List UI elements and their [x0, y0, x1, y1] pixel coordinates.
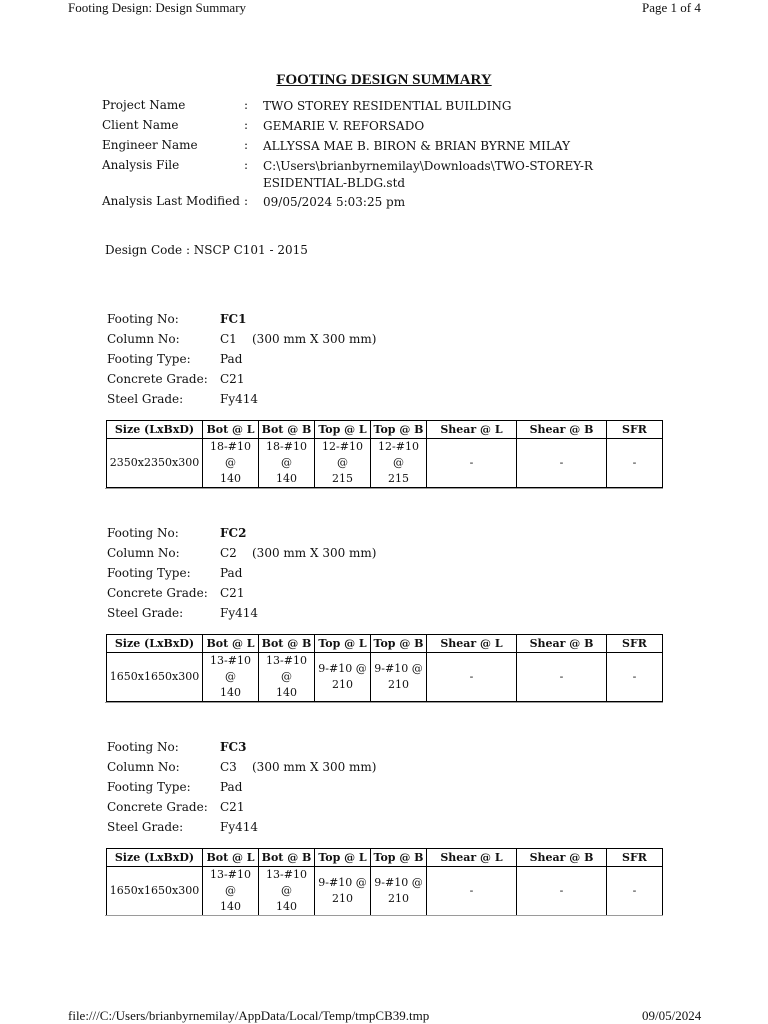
section-divider	[105, 702, 663, 703]
footing-table-fc1	[106, 420, 663, 488]
cell-top-b	[371, 439, 427, 488]
col-header-shear-b: Shear @ B	[517, 635, 607, 653]
footing-type-label: Footing Type:	[107, 352, 191, 366]
cell-shear-l: -	[427, 867, 517, 916]
design-code: Design Code : NSCP C101 - 2015	[105, 243, 308, 257]
info-label: Analysis Last Modified	[102, 194, 240, 208]
cell-line: 9-#10 @	[374, 662, 423, 675]
cell-line: 18-#10 @	[266, 440, 307, 469]
column-no-value: C1	[220, 332, 237, 346]
cell-sfr: -	[607, 653, 663, 702]
info-value: C:\Users\brianbyrnemilay\Downloads\TWO-STOREY-RESIDENTIAL-BLDG.std	[263, 159, 593, 190]
footing-no-value: FC3	[220, 740, 247, 754]
col-header-size: Size (LxBxD)	[107, 421, 203, 439]
steel-grade-label: Steel Grade:	[107, 606, 184, 620]
col-header-shear-l: Shear @ L	[427, 849, 517, 867]
col-header-bot-l: Bot @ L	[203, 635, 259, 653]
cell-shear-b: -	[517, 653, 607, 702]
cell-top-l	[315, 439, 371, 488]
col-header-bot-b: Bot @ B	[259, 421, 315, 439]
footing-no-label: Footing No:	[107, 526, 179, 540]
info-label: Client Name	[102, 118, 179, 132]
column-size-value: (300 mm X 300 mm)	[252, 760, 377, 774]
info-separator: :	[244, 98, 249, 112]
col-header-shear-b: Shear @ B	[517, 421, 607, 439]
cell-line: 12-#10 @	[322, 440, 363, 469]
concrete-grade-label: Concrete Grade:	[107, 800, 208, 814]
column-no-value: C2	[220, 546, 237, 560]
cell-line: 215	[332, 472, 353, 485]
concrete-grade-label: Concrete Grade:	[107, 372, 208, 386]
cell-line: 9-#10 @	[374, 876, 423, 889]
col-header-size: Size (LxBxD)	[107, 849, 203, 867]
cell-line: 215	[388, 472, 409, 485]
footing-table-fc3	[106, 848, 663, 916]
col-header-top-b: Top @ B	[371, 849, 427, 867]
info-value: GEMARIE V. REFORSADO	[263, 119, 425, 133]
col-header-shear-l: Shear @ L	[427, 421, 517, 439]
section-divider	[105, 488, 663, 489]
cell-bot-l	[203, 867, 259, 916]
cell-line: 140	[220, 900, 241, 913]
col-header-top-l: Top @ L	[315, 635, 371, 653]
col-header-sfr: SFR	[607, 421, 663, 439]
column-no-label: Column No:	[107, 332, 180, 346]
print-date-footer: 09/05/2024	[642, 1008, 702, 1023]
col-header-top-l: Top @ L	[315, 849, 371, 867]
info-value: TWO STOREY RESIDENTIAL BUILDING	[263, 99, 512, 113]
footing-type-value: Pad	[220, 566, 243, 580]
steel-grade-value: Fy414	[220, 392, 259, 406]
cell-bot-b	[259, 653, 315, 702]
table-header-row	[107, 421, 663, 439]
info-label: Engineer Name	[102, 138, 198, 152]
footing-no-value: FC1	[220, 312, 247, 326]
cell-line: 12-#10 @	[378, 440, 419, 469]
cell-size: 1650x1650x300	[107, 653, 203, 702]
concrete-grade-value: C21	[220, 586, 245, 600]
cell-line: 210	[332, 892, 353, 905]
cell-line: 13-#10 @	[266, 654, 307, 683]
cell-line: 210	[388, 678, 409, 691]
col-header-bot-l: Bot @ L	[203, 849, 259, 867]
footing-no-label: Footing No:	[107, 312, 179, 326]
col-header-top-b: Top @ B	[371, 635, 427, 653]
cell-shear-b: -	[517, 867, 607, 916]
col-header-bot-l: Bot @ L	[203, 421, 259, 439]
info-separator: :	[244, 118, 249, 132]
footing-no-value: FC2	[220, 526, 247, 540]
cell-bot-b	[259, 867, 315, 916]
steel-grade-label: Steel Grade:	[107, 820, 184, 834]
col-header-bot-b: Bot @ B	[259, 849, 315, 867]
col-header-top-b: Top @ B	[371, 421, 427, 439]
cell-shear-l: -	[427, 439, 517, 488]
col-header-shear-b: Shear @ B	[517, 849, 607, 867]
cell-line: 210	[332, 678, 353, 691]
cell-line: 140	[276, 686, 297, 699]
info-label: Project Name	[102, 98, 186, 112]
cell-top-l	[315, 867, 371, 916]
info-separator: :	[244, 194, 249, 208]
document-title: FOOTING DESIGN SUMMARY	[276, 72, 492, 88]
footing-type-label: Footing Type:	[107, 780, 191, 794]
concrete-grade-value: C21	[220, 800, 245, 814]
concrete-grade-value: C21	[220, 372, 245, 386]
cell-size: 1650x1650x300	[107, 867, 203, 916]
footing-type-label: Footing Type:	[107, 566, 191, 580]
cell-shear-b: -	[517, 439, 607, 488]
col-header-bot-b: Bot @ B	[259, 635, 315, 653]
info-separator: :	[244, 138, 249, 152]
table-header-row	[107, 849, 663, 867]
cell-line: 13-#10 @	[210, 868, 251, 897]
cell-bot-l	[203, 653, 259, 702]
col-header-sfr: SFR	[607, 635, 663, 653]
cell-sfr: -	[607, 439, 663, 488]
concrete-grade-label: Concrete Grade:	[107, 586, 208, 600]
steel-grade-value: Fy414	[220, 820, 259, 834]
cell-top-b	[371, 867, 427, 916]
cell-line: 13-#10 @	[266, 868, 307, 897]
column-size-value: (300 mm X 300 mm)	[252, 332, 377, 346]
table-row	[107, 867, 663, 916]
cell-line: 9-#10 @	[318, 662, 367, 675]
footing-no-label: Footing No:	[107, 740, 179, 754]
col-header-shear-l: Shear @ L	[427, 635, 517, 653]
column-no-label: Column No:	[107, 546, 180, 560]
column-no-label: Column No:	[107, 760, 180, 774]
file-path-footer: file:///C:/Users/brianbyrnemilay/AppData/Local/Temp/tmpCB39.tmp	[68, 1008, 430, 1023]
cell-bot-l	[203, 439, 259, 488]
cell-line: 13-#10 @	[210, 654, 251, 683]
info-label: Analysis File	[102, 158, 180, 172]
col-header-sfr: SFR	[607, 849, 663, 867]
col-header-top-l: Top @ L	[315, 421, 371, 439]
cell-line: 9-#10 @	[318, 876, 367, 889]
info-value: ALLYSSA MAE B. BIRON & BRIAN BYRNE MILAY	[263, 139, 570, 153]
cell-line: 140	[276, 472, 297, 485]
footing-type-value: Pad	[220, 780, 243, 794]
page-header-title: Footing Design: Design Summary	[68, 0, 247, 15]
cell-top-l	[315, 653, 371, 702]
steel-grade-value: Fy414	[220, 606, 259, 620]
page-number: Page 1 of 4	[642, 0, 701, 15]
cell-line: 210	[388, 892, 409, 905]
column-no-value: C3	[220, 760, 237, 774]
cell-sfr: -	[607, 867, 663, 916]
footing-type-value: Pad	[220, 352, 243, 366]
table-row	[107, 653, 663, 702]
cell-line: 140	[220, 472, 241, 485]
cell-bot-b	[259, 439, 315, 488]
table-header-row	[107, 635, 663, 653]
cell-size: 2350x2350x300	[107, 439, 203, 488]
column-size-value: (300 mm X 300 mm)	[252, 546, 377, 560]
col-header-size: Size (LxBxD)	[107, 635, 203, 653]
cell-line: 18-#10 @	[210, 440, 251, 469]
cell-line: 140	[220, 686, 241, 699]
cell-line: 140	[276, 900, 297, 913]
info-value: 09/05/2024 5:03:25 pm	[263, 195, 406, 209]
table-row	[107, 439, 663, 488]
steel-grade-label: Steel Grade:	[107, 392, 184, 406]
footing-table-fc2	[106, 634, 663, 702]
section-divider	[105, 915, 663, 916]
info-separator: :	[244, 158, 249, 172]
cell-top-b	[371, 653, 427, 702]
cell-shear-l: -	[427, 653, 517, 702]
